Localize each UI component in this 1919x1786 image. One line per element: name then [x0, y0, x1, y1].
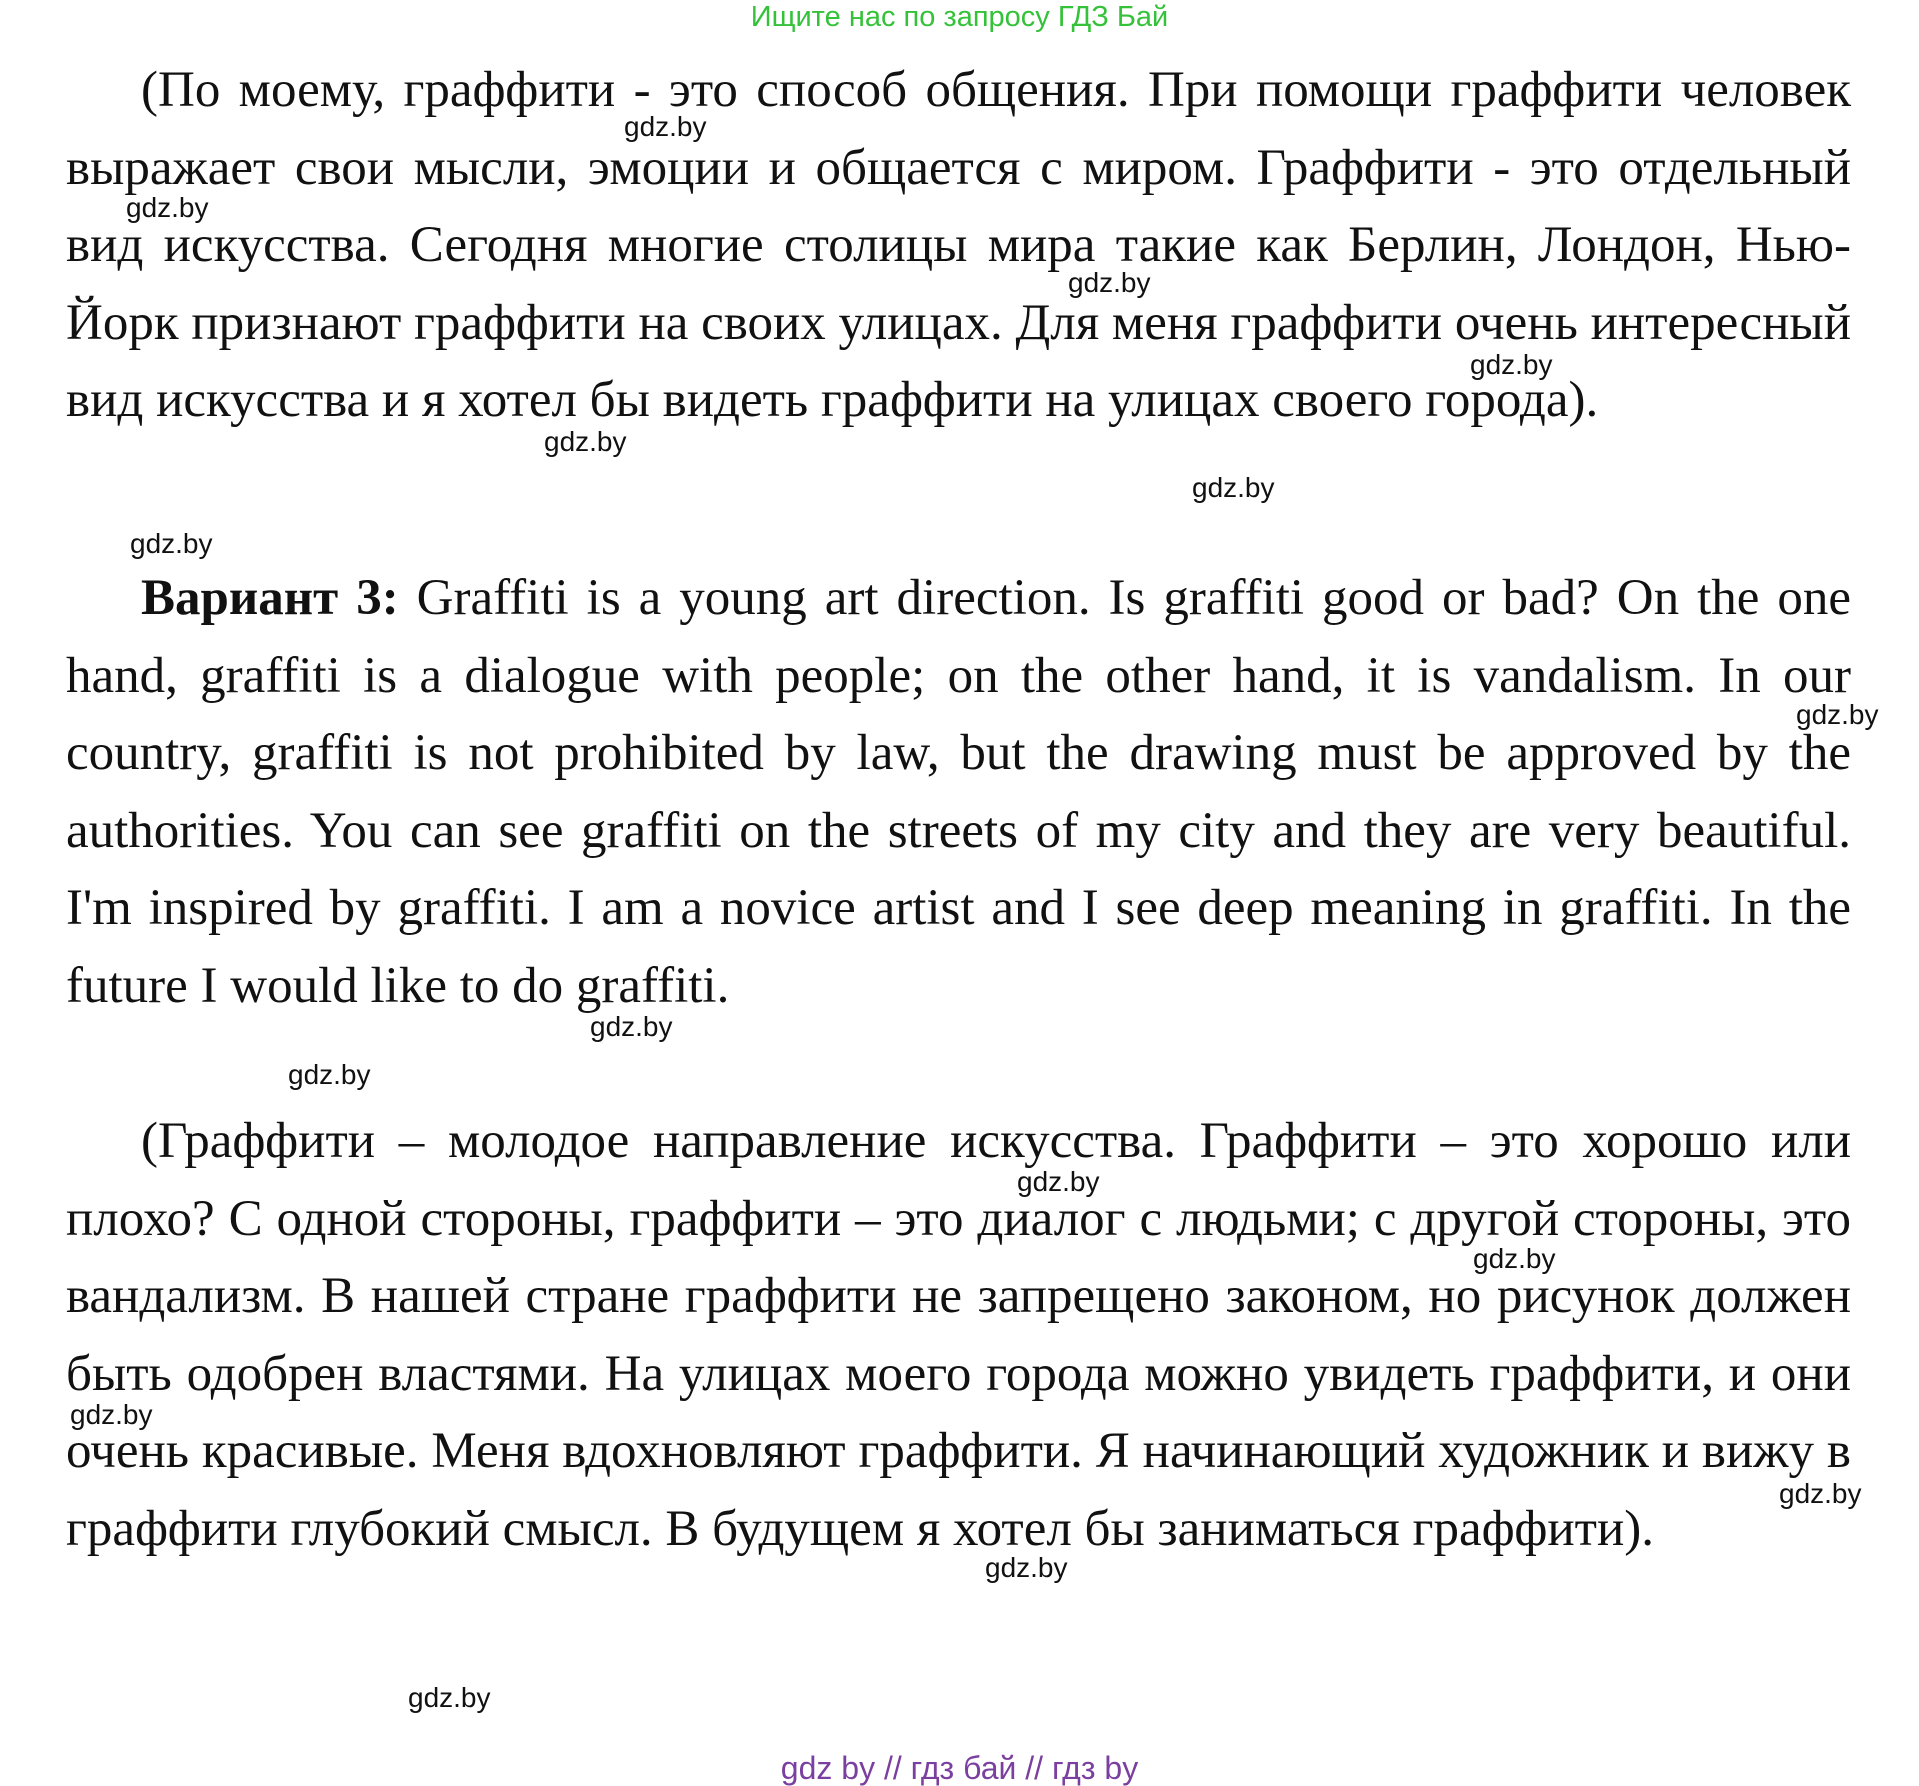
russian-translation-paragraph	[66, 1103, 1851, 1568]
variant-3-paragraph	[66, 560, 1851, 1025]
watermark: gdz.by	[126, 192, 209, 223]
watermark: gdz.by	[1017, 1166, 1100, 1197]
watermark: gdz.by	[408, 1682, 491, 1713]
watermark: gdz.by	[544, 426, 627, 457]
paragraph-text: (Граффити – молодое направление искусства. Граффити – это хорошо или плохо? С одной стороны, граффити – это диалог с людьми; с другой стороны, это вандализм. В нашей стране граффити не запрещено законом, но рисунок должен быть одобрен властями. На улицах моего города можно увидеть граффити, и они очень красивые. Меня вдохновляют граффити. Я начинающий художник и вижу в граффити глубокий смысл. В будущем я хотел бы заниматься граффити).	[66, 1113, 1851, 1557]
site-footer[interactable]: gdz by // гдз бай // гдз by	[780, 1750, 1139, 1786]
watermark: gdz.by	[130, 528, 213, 559]
watermark: gdz.by	[1796, 699, 1879, 730]
watermark: gdz.by	[590, 1011, 673, 1042]
watermark: gdz.by	[624, 111, 707, 142]
watermark: gdz.by	[1473, 1243, 1556, 1274]
russian-translation-paragraph	[66, 52, 1851, 440]
paragraph-text: (По моему, граффити - это способ общения. При помощи граффити человек выражает свои мысли, эмоции и общается с миром. Граффити - это отдельный вид искусства. Сегодня многие столицы мира такие как Берлин, Лондон, Нью-Йорк признают граффити на своих улицах. Для меня граффити очень интересный вид искусства и я хотел бы видеть граффити на улицах своего города).	[66, 62, 1851, 428]
watermark: gdz.by	[288, 1059, 371, 1090]
watermark: gdz.by	[985, 1552, 1068, 1583]
watermark: gdz.by	[70, 1399, 153, 1430]
watermark: gdz.by	[1779, 1478, 1862, 1509]
watermark: gdz.by	[1068, 267, 1151, 298]
watermark: gdz.by	[1470, 349, 1553, 380]
site-banner[interactable]: Ищите нас по запросу ГДЗ Бай	[750, 1, 1169, 33]
watermark: gdz.by	[1192, 472, 1275, 503]
variant-label: Вариант 3:	[141, 570, 399, 626]
paragraph-text: Graffiti is a young art direction. Is graffiti good or bad? On the one hand, graffiti is a dialogue with people; on the other hand, it is vandalism. In our country, graffiti is not prohibited by law, but the drawing must be approved by the authorities. You can see graffiti on the streets of my city and they are very beautiful. I'm inspired by graffiti. I am a novice artist and I see deep meaning in graffiti. In the future I would like to do graffiti.	[66, 570, 1852, 1014]
